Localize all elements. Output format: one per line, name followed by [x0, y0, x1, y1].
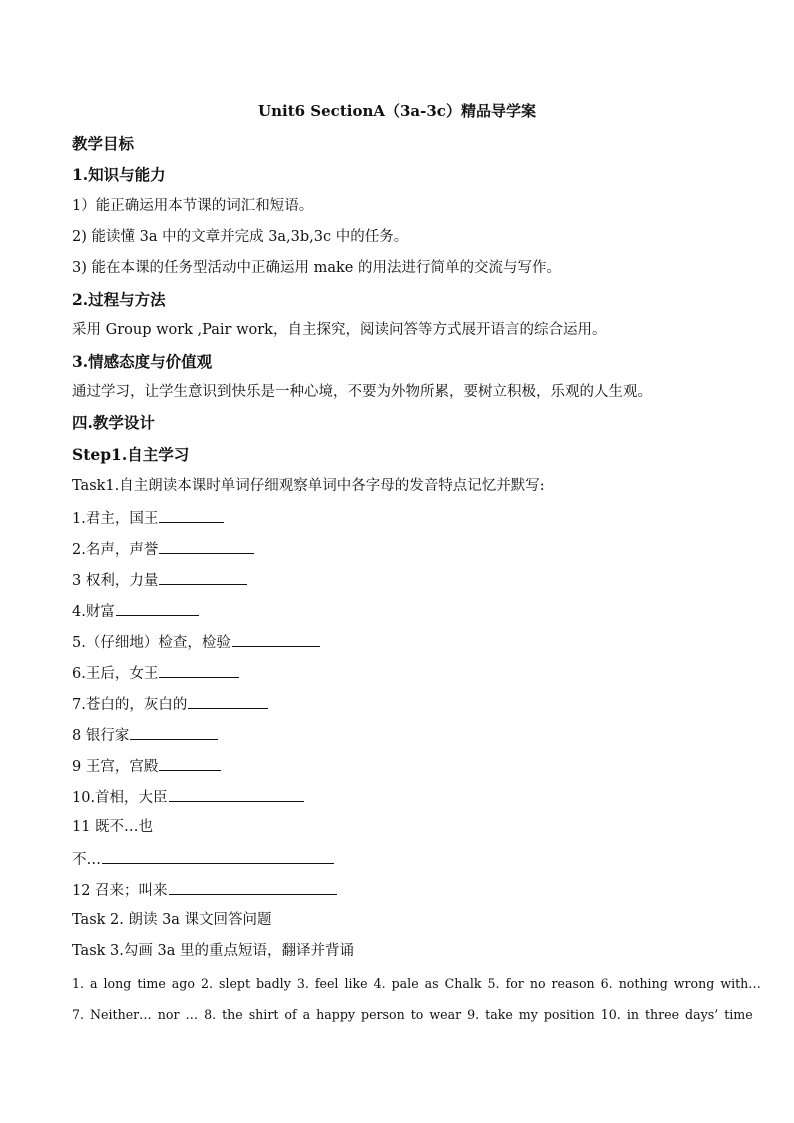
vocab-item	[72, 693, 268, 715]
vocab-label: 4.财富	[72, 604, 115, 620]
vocab-item	[72, 724, 218, 746]
answer-blank[interactable]	[130, 724, 218, 740]
answer-blank[interactable]	[169, 786, 304, 802]
knowledge-item: 2) 能读懂 3a 中的文章并完成 3a,3b,3c 中的任务。	[72, 229, 409, 245]
vocab-item: 11 既不…也	[72, 819, 154, 835]
knowledge-heading: 1.知识与能力	[72, 165, 166, 184]
answer-blank[interactable]	[159, 755, 221, 771]
answer-blank[interactable]	[159, 507, 224, 523]
vocab-item	[72, 662, 239, 684]
design-heading: 四.教学设计	[72, 413, 155, 432]
vocab-label: 8 银行家	[72, 728, 130, 744]
attitude-text: 通过学习，让学生意识到快乐是一种心境，不要为外物所累，要树立积极，乐观的人生观。	[72, 384, 652, 400]
vocab-item	[72, 631, 320, 653]
vocab-item	[72, 879, 337, 901]
vocab-label: 7.苍白的，灰白的	[72, 697, 188, 713]
answer-blank[interactable]	[188, 693, 268, 709]
vocab-item	[72, 507, 224, 529]
vocab-item	[72, 848, 334, 870]
page-title: Unit6 SectionA（3a-3c）精品导学案	[258, 102, 536, 120]
vocab-item	[72, 600, 199, 622]
task3-text: Task 3.勾画 3a 里的重点短语，翻译并背诵	[72, 943, 354, 959]
vocab-item	[72, 538, 254, 560]
vocab-label: 10.首相，大臣	[72, 790, 168, 806]
answer-blank[interactable]	[169, 879, 337, 895]
attitude-heading: 3.情感态度与价值观	[72, 352, 213, 371]
vocab-label: 不…	[72, 852, 101, 868]
phrases-line: 7. Neither… nor … 8. the shirt of a happy person to wear 9. take my position 10. in three days’ time	[72, 1007, 753, 1022]
answer-blank[interactable]	[232, 631, 320, 647]
vocab-item	[72, 786, 304, 808]
vocab-label: 12 召来；叫来	[72, 883, 168, 899]
knowledge-item: 1）能正确运用本节课的词汇和短语。	[72, 198, 314, 214]
vocab-item	[72, 569, 247, 591]
vocab-label: 6.王后，女王	[72, 666, 159, 682]
phrases-line: 1. a long time ago 2. slept badly 3. feel like 4. pale as Chalk 5. for no reason 6. nothing wrong with…	[72, 976, 761, 991]
vocab-label: 2.名声，声誉	[72, 542, 159, 558]
answer-blank[interactable]	[102, 848, 334, 864]
vocab-label: 5.（仔细地）检查，检验	[72, 635, 231, 651]
vocab-label: 1.君主，国王	[72, 511, 159, 527]
objectives-heading: 教学目标	[72, 134, 135, 153]
answer-blank[interactable]	[159, 662, 239, 678]
vocab-label: 9 王宫，宫殿	[72, 759, 159, 775]
task2-text: Task 2. 朗读 3a 课文回答问题	[72, 912, 272, 928]
step1-heading: Step1.自主学习	[72, 445, 190, 464]
vocab-item	[72, 755, 221, 777]
answer-blank[interactable]	[159, 569, 247, 585]
process-heading: 2.过程与方法	[72, 290, 166, 309]
task1-text: Task1.自主朗读本课时单词仔细观察单词中各字母的发音特点记忆并默写:	[72, 478, 545, 494]
vocab-label: 3 权利，力量	[72, 573, 159, 589]
answer-blank[interactable]	[159, 538, 254, 554]
knowledge-item: 3) 能在本课的任务型活动中正确运用 make 的用法进行简单的交流与写作。	[72, 260, 561, 276]
process-text: 采用 Group work ,Pair work，自主探究，阅读问答等方式展开语言的综合运用。	[72, 322, 607, 338]
answer-blank[interactable]	[116, 600, 199, 616]
